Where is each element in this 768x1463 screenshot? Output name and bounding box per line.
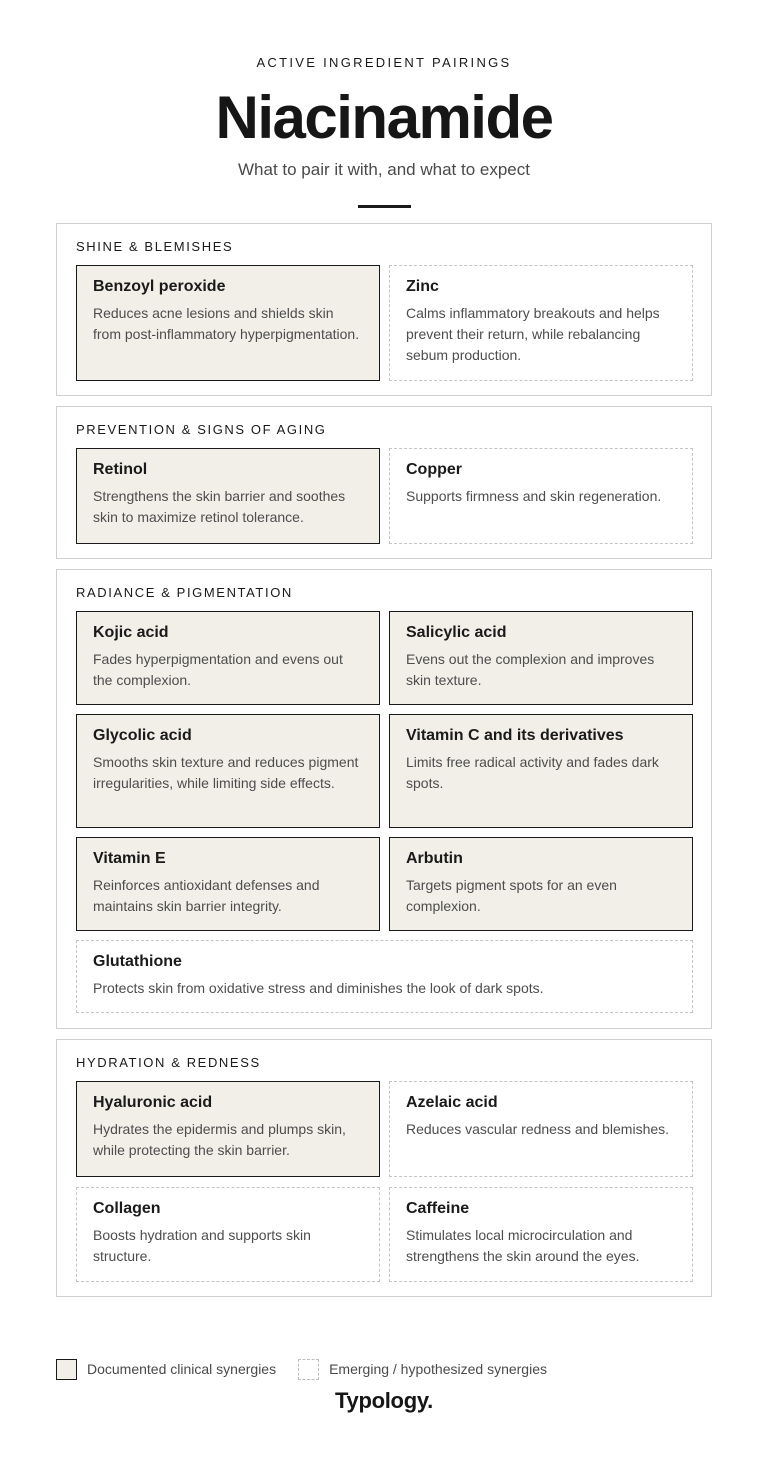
card-description: Calms inflammatory breakouts and helps prevent their return, while rebalancing sebum production. (406, 305, 660, 363)
card-description: Boosts hydration and supports skin structure. (93, 1227, 311, 1264)
card-title: Retinol (93, 461, 148, 478)
card-description: Evens out the complexion and improves skin texture. (406, 651, 655, 688)
card-collagen (76, 1187, 380, 1282)
card-title: Zinc (406, 278, 439, 295)
card-description: Fades hyperpigmentation and evens out the complexion. (93, 651, 343, 688)
card-title: Copper (406, 461, 462, 478)
section-prevention-aging (56, 406, 712, 559)
card-arbutin (389, 837, 693, 931)
card-title: Kojic acid (93, 624, 169, 641)
card-vitamin-e (76, 837, 380, 931)
legend-item-emerging (298, 1359, 547, 1380)
page-subtitle: What to pair it with, and what to expect (238, 160, 530, 179)
card-benzoyl-peroxide (76, 265, 380, 381)
card-description: Targets pigment spots for an even complexion. (406, 877, 617, 914)
card-copper (389, 448, 693, 544)
card-retinol (76, 448, 380, 544)
card-description: Strengthens the skin barrier and soothes skin to maximize retinol tolerance. (93, 488, 346, 525)
card-description: Reinforces antioxidant defenses and maintains skin barrier integrity. (93, 877, 320, 914)
page-title: Niacinamide (215, 84, 553, 151)
card-glycolic-acid (76, 714, 380, 828)
card-description: Stimulates local microcirculation and strengthens the skin around the eyes. (406, 1227, 640, 1264)
brand-logo: Typology. (335, 1388, 433, 1413)
card-zinc (389, 265, 693, 381)
card-description: Smooths skin texture and reduces pigment irregularities, while limiting side effects. (93, 754, 359, 791)
card-title: Vitamin C and its derivatives (406, 727, 624, 744)
card-title: Caffeine (406, 1200, 470, 1217)
card-title: Benzoyl peroxide (93, 278, 226, 295)
card-title: Hyaluronic acid (93, 1094, 213, 1111)
card-glutathione (76, 940, 693, 1013)
card-vitamin-c (389, 714, 693, 828)
section-title: PREVENTION & SIGNS OF AGING (76, 422, 327, 437)
section-shine-blemishes (56, 223, 712, 396)
section-title: HYDRATION & REDNESS (76, 1055, 261, 1070)
emerging-swatch (298, 1359, 319, 1380)
card-title: Arbutin (406, 850, 463, 867)
card-hyaluronic-acid (76, 1081, 380, 1177)
card-description: Limits free radical activity and fades dark spots. (406, 754, 659, 791)
legend (56, 1358, 547, 1380)
page-kicker: ACTIVE INGREDIENT PAIRINGS (256, 55, 512, 70)
card-title: Vitamin E (93, 850, 166, 867)
card-azelaic-acid (389, 1081, 693, 1177)
card-title: Collagen (93, 1200, 161, 1217)
card-kojic-acid (76, 611, 380, 705)
card-title: Glutathione (93, 953, 182, 970)
section-title: RADIANCE & PIGMENTATION (76, 585, 293, 600)
card-caffeine (389, 1187, 693, 1282)
card-description: Reduces acne lesions and shields skin from post-inflammatory hyperpigmentation. (93, 305, 360, 342)
legend-item-documented (56, 1359, 276, 1380)
legend-label: Documented clinical synergies (87, 1361, 277, 1377)
title-divider (358, 205, 411, 208)
card-title: Glycolic acid (93, 727, 192, 744)
documented-swatch (56, 1359, 77, 1380)
card-title: Azelaic acid (406, 1094, 498, 1111)
legend-label: Emerging / hypothesized synergies (329, 1361, 547, 1377)
card-description: Hydrates the epidermis and plumps skin, while protecting the skin barrier. (93, 1121, 346, 1158)
card-description: Protects skin from oxidative stress and diminishes the look of dark spots. (93, 980, 544, 996)
card-description: Reduces vascular redness and blemishes. (406, 1121, 670, 1137)
card-salicylic-acid (389, 611, 693, 705)
card-title: Salicylic acid (406, 624, 507, 641)
section-radiance-pigmentation (56, 569, 712, 1029)
section-hydration-redness (56, 1039, 712, 1297)
card-description: Supports firmness and skin regeneration. (406, 488, 662, 504)
section-title: SHINE & BLEMISHES (76, 239, 234, 254)
